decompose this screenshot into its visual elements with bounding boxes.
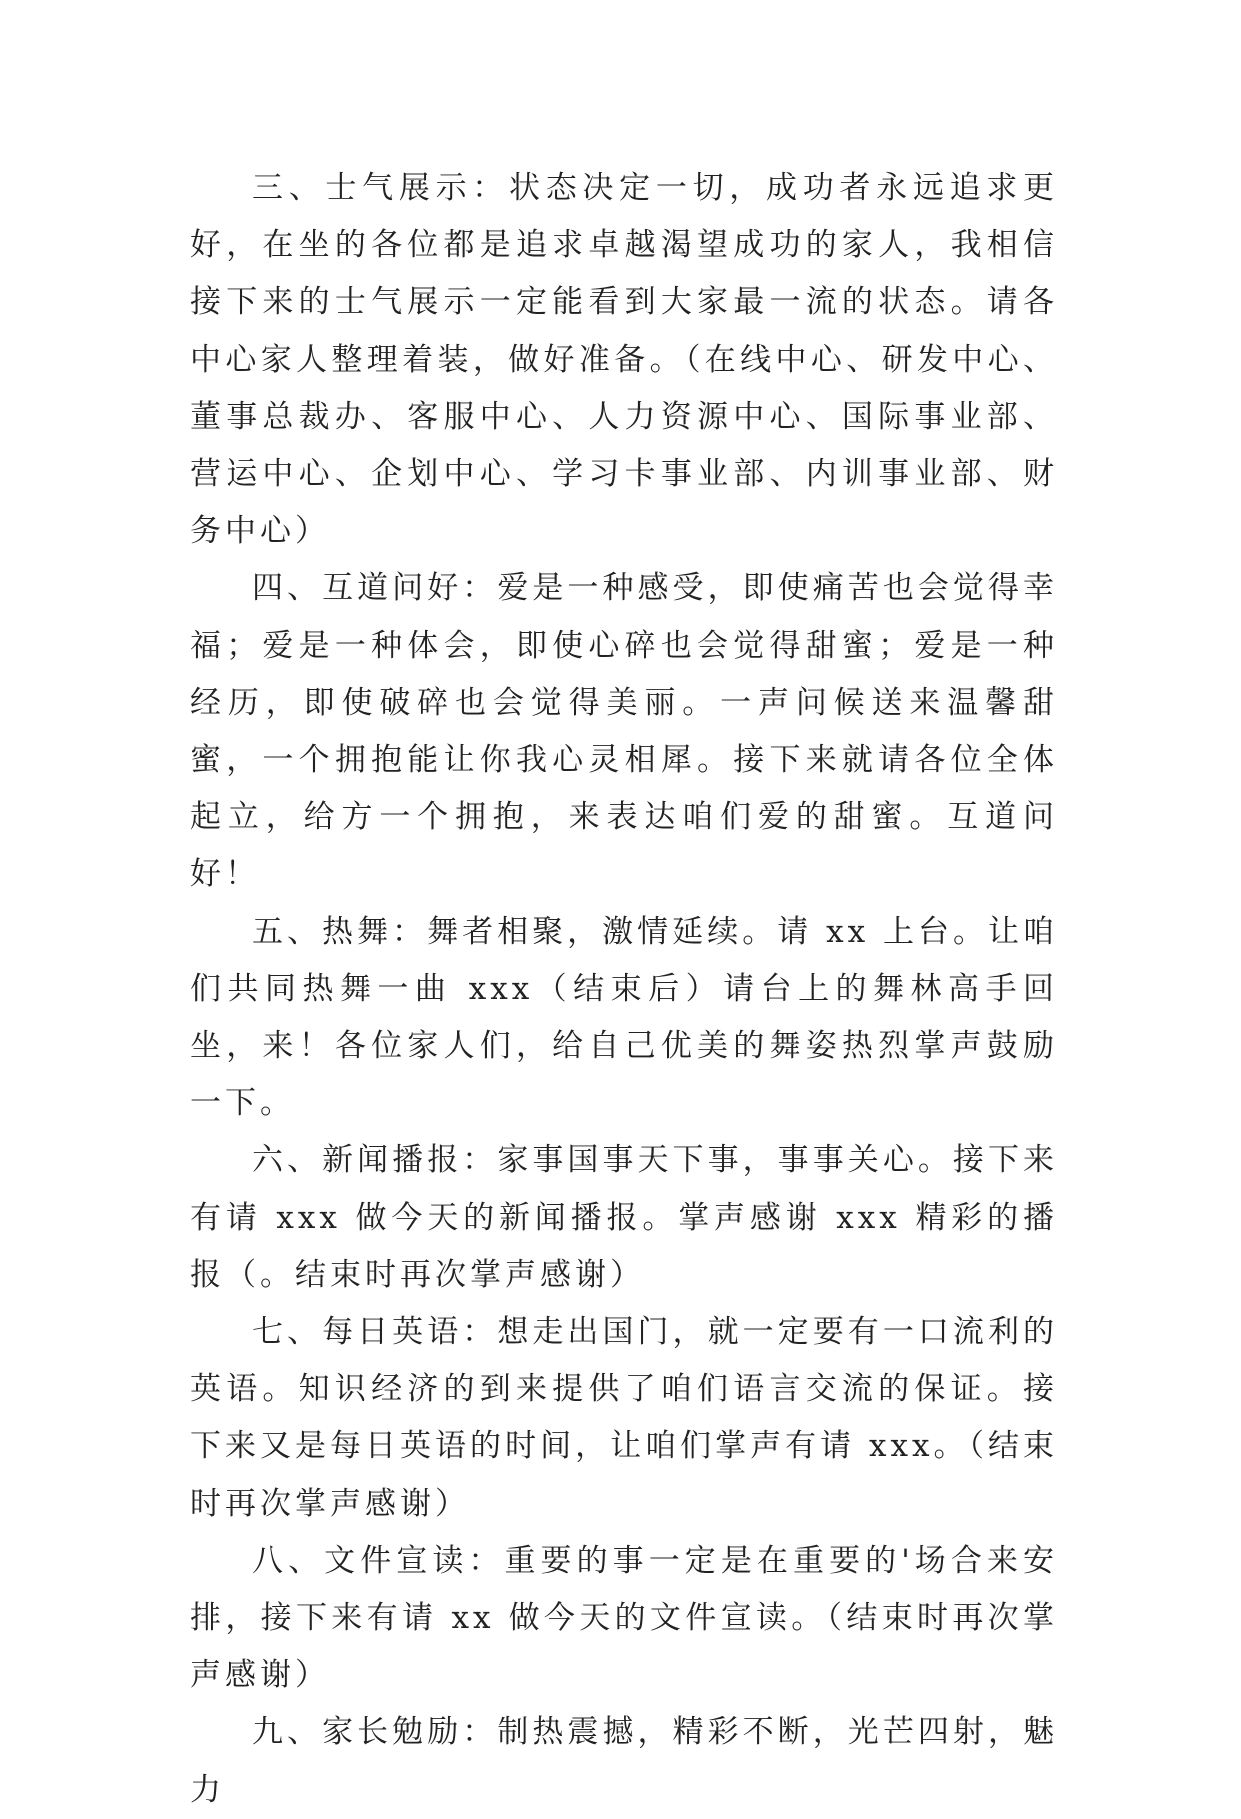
paragraph-parent-encouragement: 九、家长勉励：制热震撼，精彩不断，光芒四射，魅力	[190, 1714, 1058, 1808]
paragraph-dance: 五、热舞：舞者相聚，激情延续。请 xx 上台。让咱们共同热舞一曲 xxx（结束后）请台上的舞林高手回坐，来！各位家人们，给自己优美的舞姿热烈掌声鼓励一下。	[190, 913, 1058, 1122]
paragraph-morale-display: 三、士气展示：状态决定一切，成功者永远追求更好，在坐的各位都是追求卓越渴望成功的家人，我相信接下来的士气展示一定能看到大家最一流的状态。请各中心家人整理着装，做好准备。（在线中心、研发中心、董事总裁办、客服中心、人力资源中心、国际事业部、营运中心、企划中心、学习卡事业部、内训事业部、财务中心）	[190, 170, 1058, 550]
paragraph-greetings: 四、互道问好：爱是一种感受，即使痛苦也会觉得幸福；爱是一种体会，即使心碎也会觉得甜蜜；爱是一种经历，即使破碎也会觉得美丽。一声问候送来温馨甜蜜，一个拥抱能让你我心灵相犀。接下来就请各位全体起立，给方一个拥抱，来表达咱们爱的甜蜜。互道问好！	[190, 570, 1058, 893]
paragraph-document-reading: 八、文件宣读：重要的事一定是在重要的'场合来安排，接下来有请 xx 做今天的文件宣读。（结束时再次掌声感谢）	[190, 1542, 1058, 1694]
document-body	[190, 160, 1058, 1819]
paragraph-daily-english: 七、每日英语：想走出国门，就一定要有一口流利的英语。知识经济的到来提供了咱们语言交流的保证。接下来又是每日英语的时间，让咱们掌声有请 xxx。（结束时再次掌声感谢）	[190, 1314, 1058, 1522]
paragraph-news-report: 六、新闻播报：家事国事天下事，事事关心。接下来有请 xxx 做今天的新闻播报。掌声感谢 xxx 精彩的播报（。结束时再次掌声感谢）	[190, 1142, 1058, 1293]
